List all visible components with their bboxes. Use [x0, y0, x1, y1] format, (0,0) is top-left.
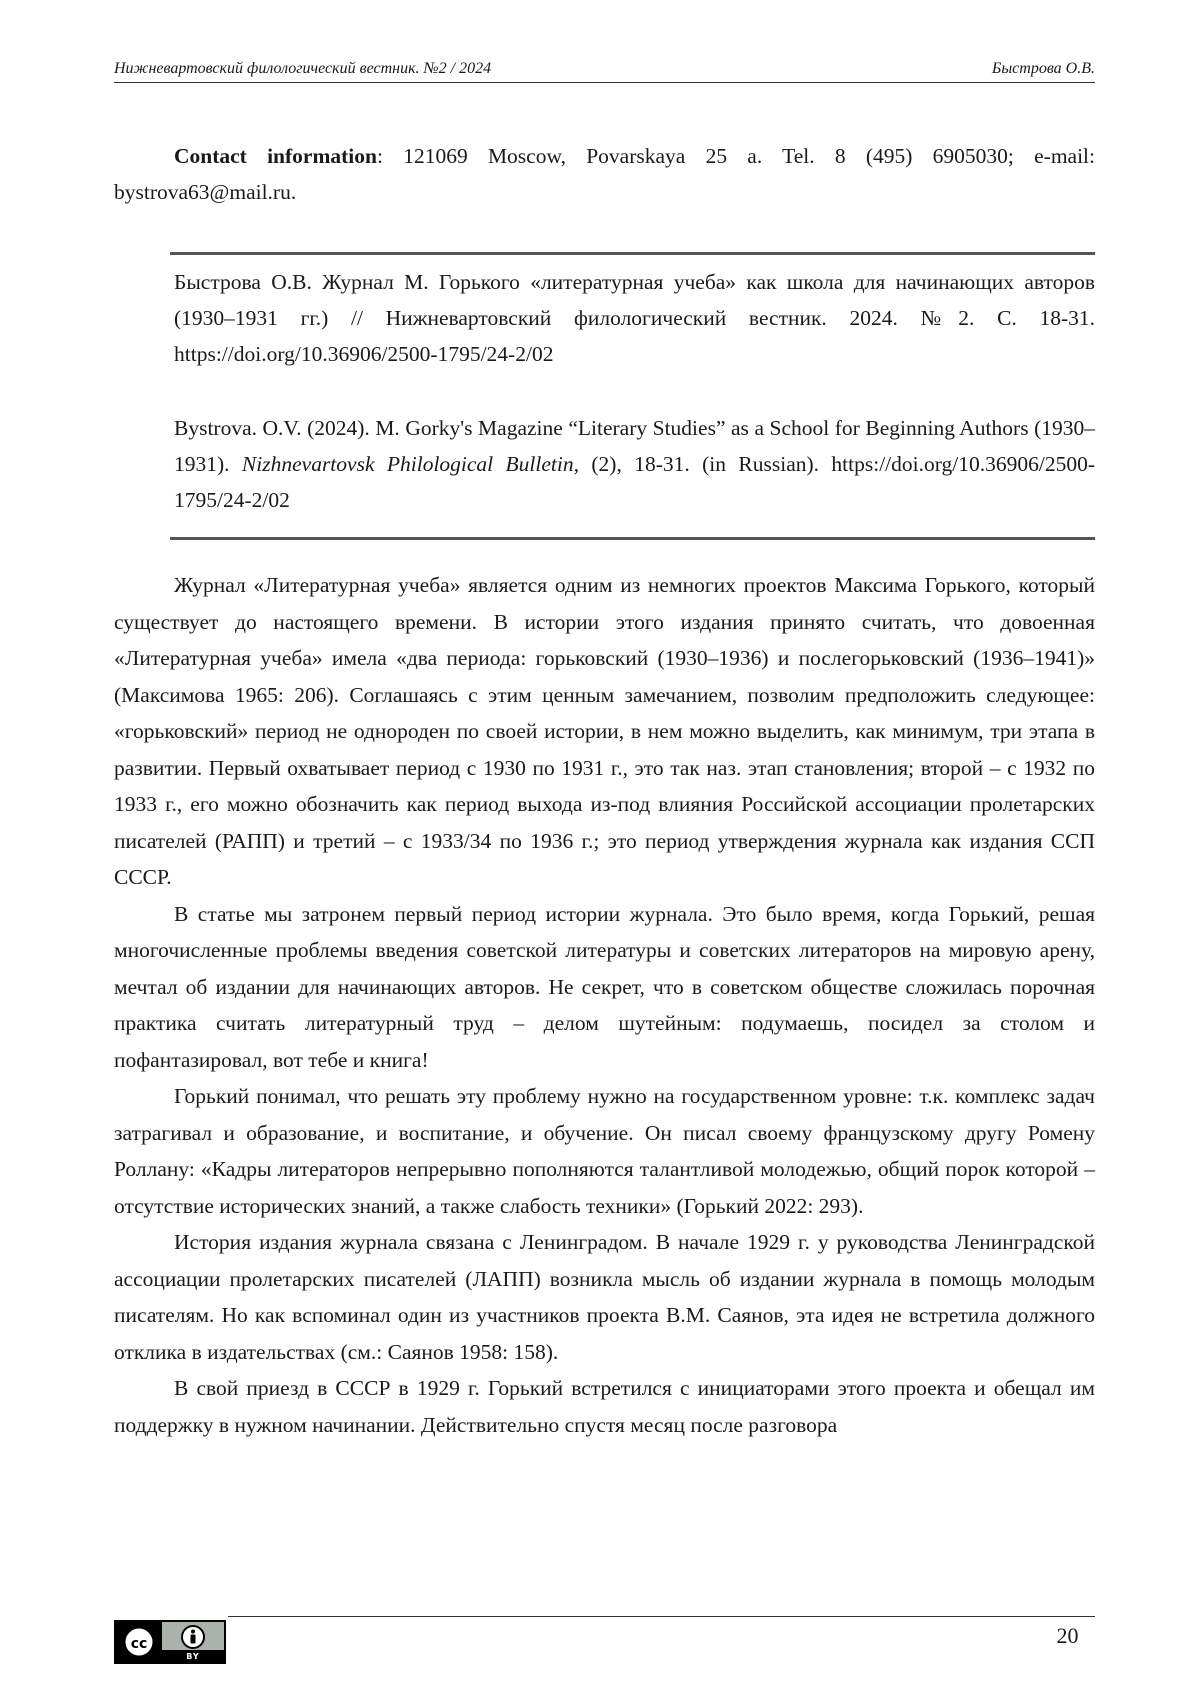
citation-english-tail: (2), 18-31. (in Russian). https://doi.org/10.36906/2500-1795/24-2/02 [174, 452, 1095, 512]
citation-english-main: Bystrova. O.V. (2024). M. Gorky's Magazine “Literary Studies” as a School for Beginning Authors (1930–1931). [174, 416, 1095, 476]
attribution-section [162, 1622, 224, 1662]
article-body [114, 567, 1095, 1443]
contact-information [114, 138, 1095, 210]
body-paragraph: Журнал «Литературная учеба» является одним из немногих проектов Максима Горького, который существует до настоящего времени. В истории этого издания принято считать, что довоенная «Литературная учеба» имела «два периода: горьковский (1930–1936) и послегорьковский (1936–1941)» (Максимова 1965: 206). Соглашаясь с этим ценным замечанием, позволим предположить следующее: «горьковский» период не однороден по своей истории, в нем можно выделить, как минимум, три этапа в развитии. Первый охватывает период с 1930 по 1931 г., это так наз. этап становления; второй – с 1932 по 1933 г., его можно обозначить как период выхода из-под влияния Российской ассоциации пролетарских писателей (РАПП) и третий – с 1933/34 по 1936 г.; это период утверждения журнала как издания ССП СССР. [114, 573, 1095, 889]
body-paragraph: История издания журнала связана с Ленинградом. В начале 1929 г. у руководства Ленинградской ассоциации пролетарских писателей (ЛАПП) возникла мысль об издании журнала в помощь молодым писателям. Но как вспоминал один из участников проекта В.М. Саянов, эта идея не встретила должного отклика в издательствах (см.: Саянов 1958: 158). [114, 1230, 1095, 1364]
body-paragraph: Горький понимал, что решать эту проблему нужно на государственном уровне: т.к. комплекс задач затрагивал и образование, и воспитание, и обучение. Он писал своему французскому другу Ромену Роллану: «Кадры литераторов непрерывно пополняются талантливой молодежью, общий порок которой – отсутствие исторических знаний, а также слабость техники» (Горький 2022: 293). [114, 1084, 1095, 1218]
contact-label: Contact information [174, 144, 377, 168]
running-header [114, 60, 1095, 83]
attribution-icon [180, 1624, 206, 1650]
footer-rule [228, 1616, 1095, 1617]
journal-title: Нижневартовский филологический вестник. №2 / 2024 [114, 60, 492, 77]
citation-box [170, 252, 1095, 540]
by-label: BY [162, 1650, 224, 1662]
cc-license-icon [116, 1622, 162, 1662]
page-number: 20 [1056, 1623, 1079, 1648]
citation-english [174, 410, 1095, 518]
citation-journal-name: Nizhnevartovsk Philological Bulletin, [241, 452, 579, 476]
cc-by-license-badge[interactable] [114, 1620, 226, 1664]
svg-text:cc: cc [130, 1636, 148, 1652]
citation-russian: Быстрова О.В. Журнал М. Горького «литературная учеба» как школа для начинающих авторов (1930–1931 гг.) // Нижневартовский филологический вестник. 2024. №2. С. 18-31. https://doi.org/10.36906/2500-1795/24-2/02 [174, 270, 1095, 366]
contact-text: : 121069 Moscow, Povarskaya 25 a. Tel. 8 (495) 6905030; e-mail: bystrova63@mail.ru. [114, 144, 1096, 204]
header-author: Быстрова О.В. [991, 60, 1095, 77]
body-paragraph: В статье мы затронем первый период истории журнала. Это было время, когда Горький, решая многочисленные проблемы введения советской литературы и советских литераторов на мировую арену, мечтал об издании для начинающих авторов. Не секрет, что в советском обществе сложилась порочная практика считать литературный труд – делом шутейным: подумаешь, посидел за столом и пофантазировал, вот тебе и книга! [114, 901, 1095, 1072]
body-paragraph: В свой приезд в СССР в 1929 г. Горький встретился с инициаторами этого проекта и обещал им поддержку в нужном начинании. Действительно спустя месяц после разговора [114, 1376, 1095, 1437]
